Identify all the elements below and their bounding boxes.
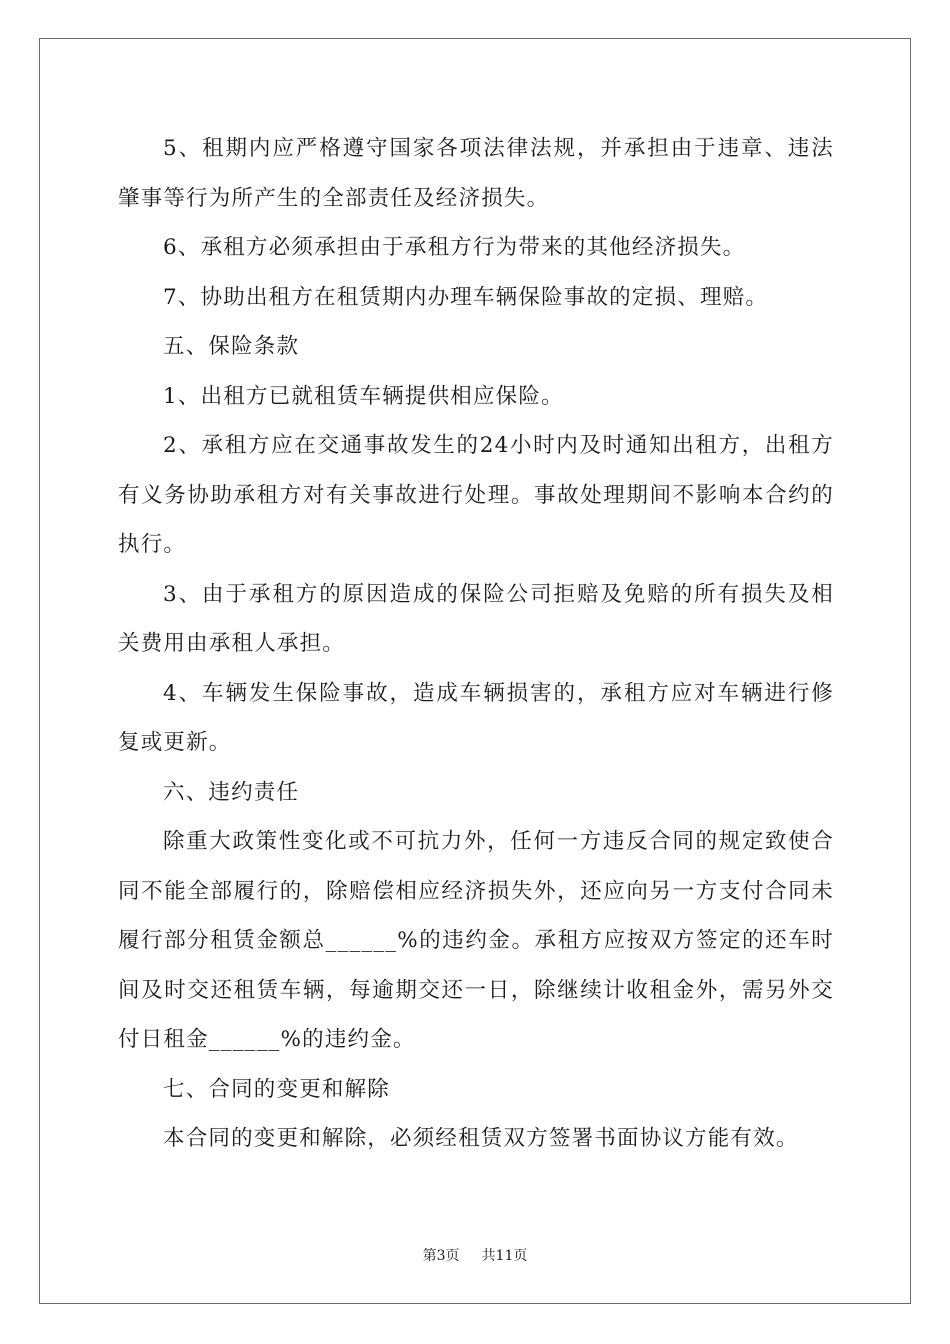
section-heading-amendment: 七、合同的变更和解除 bbox=[163, 1076, 391, 1102]
clause-6: 6、承租方必须承担由于承租方行为带来的其他经济损失。 bbox=[163, 235, 746, 260]
insurance-clause-1: 1、出租方已就租赁车辆提供相应保险。 bbox=[163, 383, 564, 409]
page-footer bbox=[0, 1245, 950, 1265]
insurance-clause-4: 4、车辆发生保险事故，造成车辆损害的，承租方应对车辆进行修复或更新。 bbox=[118, 680, 834, 755]
section-heading-insurance: 五、保险条款 bbox=[163, 334, 300, 359]
page-number: 第3页 bbox=[422, 1248, 460, 1264]
clause-5: 5、租期内应严格遵守国家各项法律法规，并承担由于违章、违法肇事等行为所产生的全部责任及经济损失。 bbox=[118, 136, 834, 211]
clause-7: 7、协助出租方在租赁期内办理车辆保险事故的定损、理赔。 bbox=[163, 284, 769, 310]
insurance-clause-3: 3、由于承租方的原因造成的保险公司拒赔及免赔的所有损失及相关费用由承租人承担。 bbox=[118, 581, 834, 656]
amendment-clause: 本合同的变更和解除，必须经租赁双方签署书面协议方能有效。 bbox=[163, 1126, 799, 1151]
document-body bbox=[118, 124, 834, 1164]
insurance-clause-2: 2、承租方应在交通事故发生的24小时内及时通知出租方，出租方有义务协助承租方对有关事故进行处理。事故处理期间不影响本合约的执行。 bbox=[118, 433, 834, 557]
page-total: 共11页 bbox=[481, 1248, 528, 1264]
section-heading-breach: 六、违约责任 bbox=[163, 779, 300, 805]
breach-clause: 除重大政策性变化或不可抗力外，任何一方违反合同的规定致使合同不能全部履行的，除赔偿相应经济损失外，还应向另一方支付合同未履行部分租赁金额总______%的违约金。承租方应按双方签定的还车时间及时交还租赁车辆，每逾期交还一日，除继续计收租金外，需另外交付日租金______%的违约金。 bbox=[118, 829, 834, 1052]
